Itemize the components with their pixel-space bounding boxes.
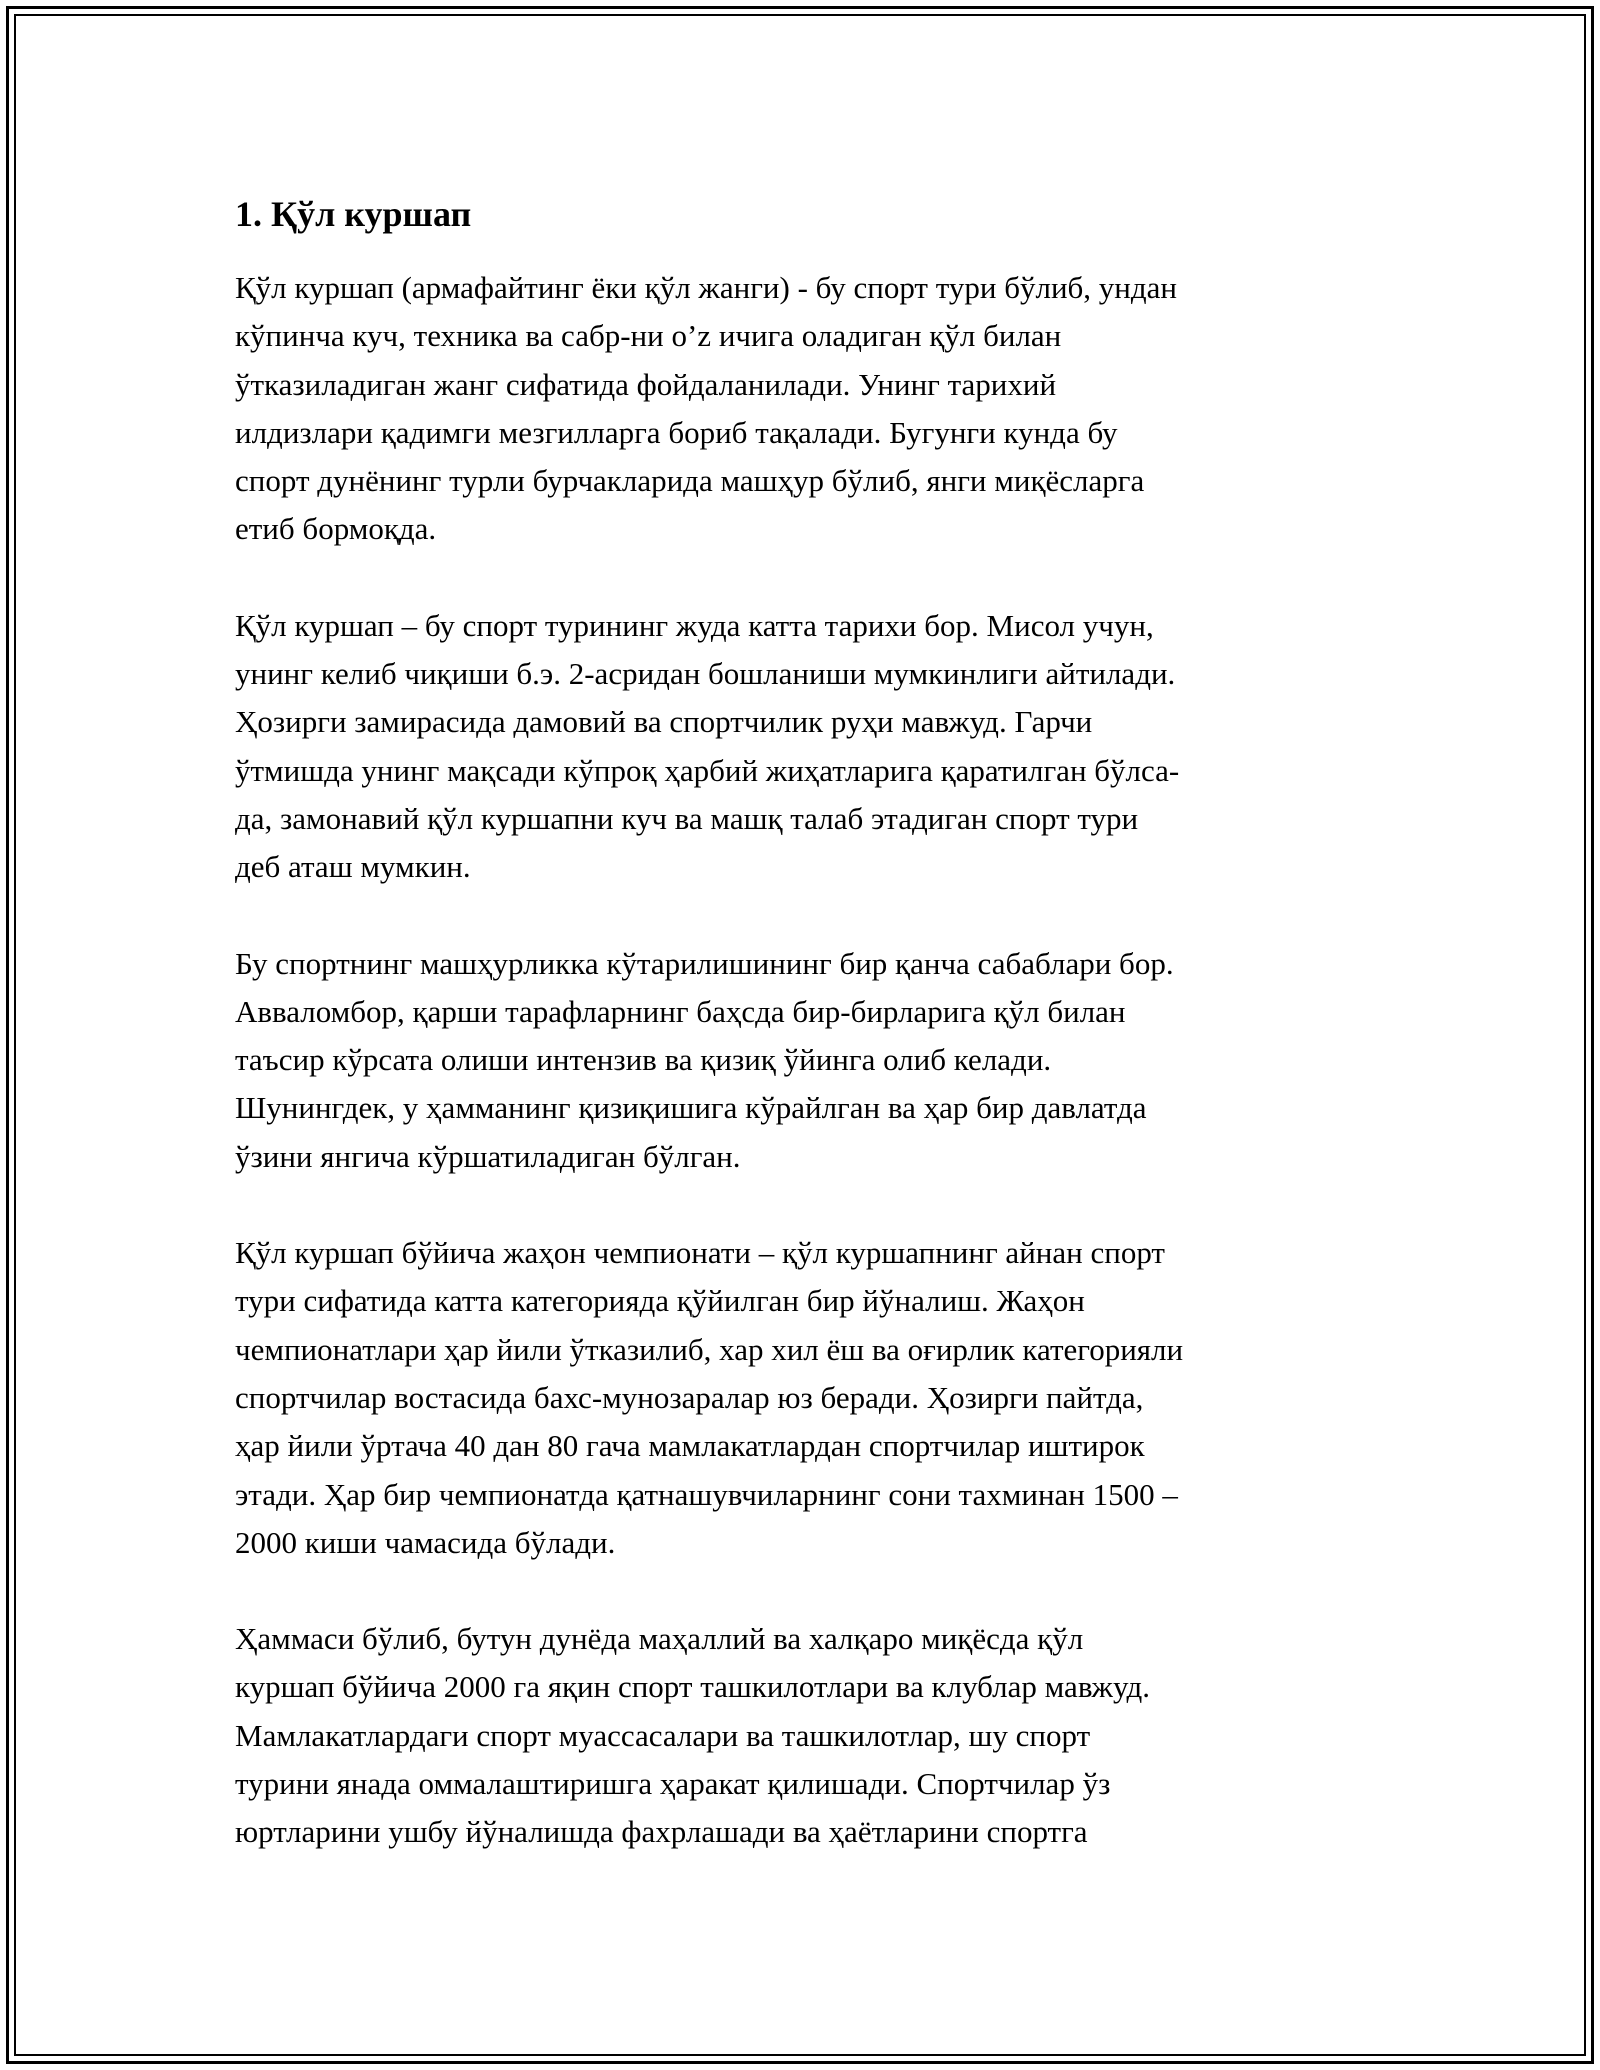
paragraph-line: чемпионатлари ҳар йили ўтказилиб, хар хил ёш ва оғирлик категорияли xyxy=(235,1331,1184,1367)
paragraph-line: Мамлакатлардаги спорт муассасалари ва ташкилотлар, шу спорт xyxy=(235,1717,1091,1753)
paragraph-line: Бу спортнинг машҳурликка кўтарилишининг бир қанча сабаблари бор. xyxy=(235,945,1174,981)
paragraph-line: Ҳозирги замирасида дамовий ва спортчилик руҳи мавжуд. Гарчи xyxy=(235,704,1093,740)
document-body xyxy=(235,190,1365,1905)
paragraph-2 xyxy=(235,602,1365,892)
paragraph-line: ҳар йили ўртача 40 дан 80 гача мамлакатлардан спортчилар иштирок xyxy=(235,1428,1145,1464)
paragraph-3 xyxy=(235,940,1365,1181)
paragraph-line: Қўл куршап бўйича жаҳон чемпионати – қўл куршапнинг айнан спорт xyxy=(235,1235,1165,1271)
paragraph-line: Шунингдек, у ҳамманинг қизиқишига кўрайлган ва ҳар бир давлатда xyxy=(235,1090,1147,1126)
paragraph-line: кўпинча куч, техника ва сабр-ни o’z ичига оладиган қўл билан xyxy=(235,318,1062,354)
paragraph-line: Қўл куршап (армафайтинг ёки қўл жанги) - бу спорт тури бўлиб, ундан xyxy=(235,270,1178,305)
paragraph-line: куршап бўйича 2000 га яқин спорт ташкилотлари ва клублар мавжуд. xyxy=(235,1669,1151,1705)
paragraph-line: тури сифатида катта категорияда қўйилган бир йўналиш. Жаҳон xyxy=(235,1283,1085,1319)
paragraph-line: ўтказиладиган жанг сифатида фойдаланилади. Унинг тарихий xyxy=(235,366,1057,402)
paragraph-line: Қўл куршап – бу спорт турининг жуда катта тарихи бор. Мисол учун, xyxy=(235,607,1154,643)
paragraph-line: да, замонавий қўл куршапни куч ва машқ талаб этадиган спорт тури xyxy=(235,800,1139,836)
paragraph-line: илдизлари қадимги мезгилларга бориб тақалади. Бугунги кунда бу xyxy=(235,414,1118,450)
paragraph-5 xyxy=(235,1615,1365,1856)
paragraph-line: ўтмишда унинг мақсади кўпроқ ҳарбий жиҳатларига қаратилган бўлса- xyxy=(235,752,1180,788)
paragraph-1 xyxy=(235,264,1365,554)
section-heading: 1. Қўл куршап xyxy=(235,194,472,234)
paragraph-line: таъсир кўрсата олиши интензив ва қизиқ ўйинга олиб келади. xyxy=(235,1042,1052,1078)
paragraph-line: деб аташ мумкин. xyxy=(235,849,471,885)
paragraph-line: юртларини ушбу йўналишда фахрлашади ва ҳаётларини спортга xyxy=(235,1814,1088,1850)
paragraph-line: 2000 киши чамасида бўлади. xyxy=(235,1524,616,1560)
paragraph-line: етиб бормоқда. xyxy=(235,511,437,547)
paragraph-line: ўзини янгича кўршатиладиган бўлган. xyxy=(235,1138,741,1174)
paragraph-line: этади. Ҳар бир чемпионатда қатнашувчиларнинг сони тахминан 1500 – xyxy=(235,1476,1178,1512)
paragraph-line: унинг келиб чиқиши б.э. 2-асридан бошланиши мумкинлиги айтилади. xyxy=(235,656,1176,692)
paragraph-line: турини янада оммалаштиришга ҳаракат қилишади. Спортчилар ўз xyxy=(235,1766,1111,1802)
paragraph-line: спортчилар востасида бахс-мунозаралар юз беради. Ҳозирги пайтда, xyxy=(235,1379,1144,1415)
paragraph-line: Ҳаммаси бўлиб, бутун дунёда маҳаллий ва халқаро миқёсда қўл xyxy=(235,1621,1084,1657)
paragraph-line: спорт дунёнинг турли бурчакларида машҳур бўлиб, янги миқёсларга xyxy=(235,463,1145,499)
paragraph-4 xyxy=(235,1229,1365,1567)
paragraph-line: Авваломбор, қарши тарафларнинг баҳсда бир-бирларига қўл билан xyxy=(235,993,1126,1029)
